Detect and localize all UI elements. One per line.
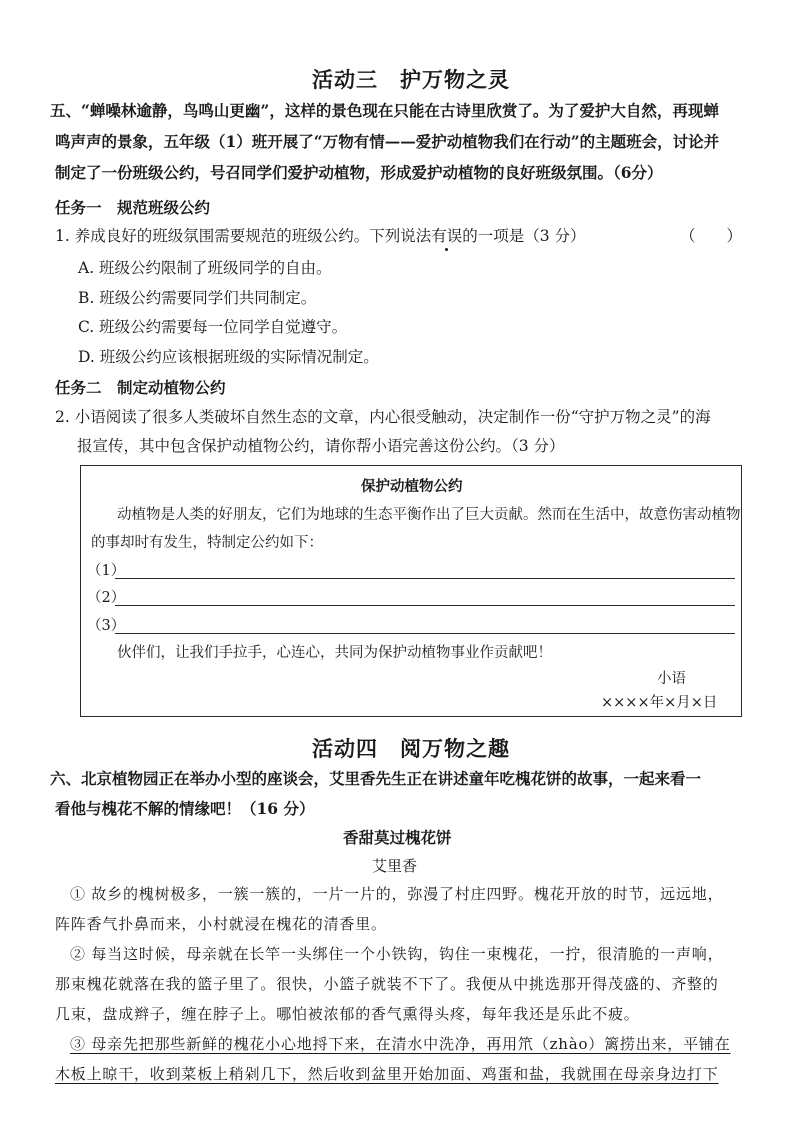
question-1	[55, 224, 586, 246]
convention-title: 保护动植物公约	[361, 478, 463, 495]
activity3-title: 活动三 护万物之灵	[312, 67, 510, 92]
task2-heading: 任务二 制定动植物公约	[55, 378, 226, 397]
story-paragraph-2-line-2: 那束槐花就落在我的篮子里了。很快，小篮子就装不下了。我便从中挑选那开得茂盛的、齐整的	[55, 975, 719, 993]
convention-item-2-label: （2）	[87, 590, 126, 606]
convention-line-2: 的事却时有发生，特制定公约如下：	[91, 535, 323, 551]
story-author: 艾里香	[372, 857, 418, 875]
convention-item-1-label: （1）	[87, 563, 126, 579]
task1-heading: 任务一 规范班级公约	[55, 198, 211, 217]
option-c[interactable]: C. 班级公约需要每一位同学自觉遵守。	[78, 318, 348, 336]
question-2-line-2: 报宣传，其中包含保护动植物公约，请你帮小语完善这份公约。（3 分）	[77, 437, 565, 455]
activity4-title: 活动四 阅万物之趣	[312, 736, 510, 761]
convention-line-1: 动植物是人类的好朋友，它们为地球的生态平衡作出了巨大贡献。然而在生活中，故意伤害动植物	[117, 507, 741, 523]
option-a[interactable]: A. 班级公约限制了班级同学的自由。	[78, 259, 332, 277]
convention-item-3-blank[interactable]	[115, 633, 735, 634]
story-paragraph-2-line-3: 几束，盘成辫子，缠在脖子上。哪怕被浓郁的香气熏得头疼，每年我还是乐此不疲。	[55, 1005, 640, 1023]
activity4-intro-line-2: 看他与槐花不解的情缘吧！（16 分）	[55, 799, 315, 818]
activity3-intro-line-2: 鸣声声的景象，五年级（1）班开展了“万物有情——爱护动植物我们在行动”的主题班会，讨论并	[55, 132, 720, 151]
convention-closing: 伙伴们，让我们手拉手，心连心，共同为保护动植物事业作贡献吧！	[117, 645, 552, 661]
activity3-intro-line-3: 制定了一份班级公约，号召同学们爱护动植物，形成爱护动植物的良好班级氛围。（6分）	[55, 163, 663, 182]
question-2-line-1: 2. 小语阅读了很多人类破坏自然生态的文章，内心很受触动，决定制作一份“守护万物之灵”的海	[55, 408, 711, 426]
convention-item-1-blank[interactable]	[115, 578, 735, 579]
story-paragraph-1-line-2: 阵阵香气扑鼻而来，小村就浸在槐花的清香里。	[55, 915, 387, 933]
story-paragraph-2-line-1: ② 每当这时候，母亲就在长竿一头绑住一个小铁钩，钩住一束槐花，一拧，很清脆的一声响，	[70, 945, 724, 963]
activity3-intro-line-1: 五、“蝉噪林逾静，鸟鸣山更幽”，这样的景色现在只能在古诗里欣赏了。为了爱护大自然，再现蝉	[50, 101, 719, 120]
convention-signature: 小语	[657, 671, 686, 687]
convention-box	[80, 465, 742, 717]
question-1-suffix: 的一项是（3 分）	[462, 227, 586, 245]
story-title: 香甜莫过槐花饼	[343, 828, 452, 847]
story-paragraph-3-line-2: 木板上晾干，收到菜板上稍剁几下，然后收到盆里开始加面、鸡蛋和盐，我就围在母亲身边打下	[55, 1065, 719, 1083]
question-1-prefix: 1. 养成良好的班级氛围需要规范的班级公约。下列说法	[55, 227, 432, 245]
option-d[interactable]: D. 班级公约应该根据班级的实际情况制定。	[78, 348, 379, 366]
activity4-intro-line-1: 六、北京植物园正在举办小型的座谈会，艾里香先生正在讲述童年吃槐花饼的故事，一起来看一	[50, 769, 702, 788]
convention-date: ××××年×月×日	[601, 695, 718, 711]
story-paragraph-1-line-1: ① 故乡的槐树极多，一簇一簇的，一片一片的，弥漫了村庄四野。槐花开放的时节，远远地，	[70, 885, 724, 903]
question-1-emphasis: 有误	[431, 227, 463, 245]
question-1-answer-bracket[interactable]: （ ）	[680, 227, 743, 245]
convention-item-3-label: （3）	[87, 618, 126, 634]
story-paragraph-3-line-1: ③ 母亲先把那些新鲜的槐花小心地捋下来，在清水中洗净，再用笊（zhào）篱捞出来，平铺在	[70, 1035, 731, 1053]
convention-item-2-blank[interactable]	[115, 605, 735, 606]
option-b[interactable]: B. 班级公约需要同学们共同制定。	[78, 289, 317, 307]
